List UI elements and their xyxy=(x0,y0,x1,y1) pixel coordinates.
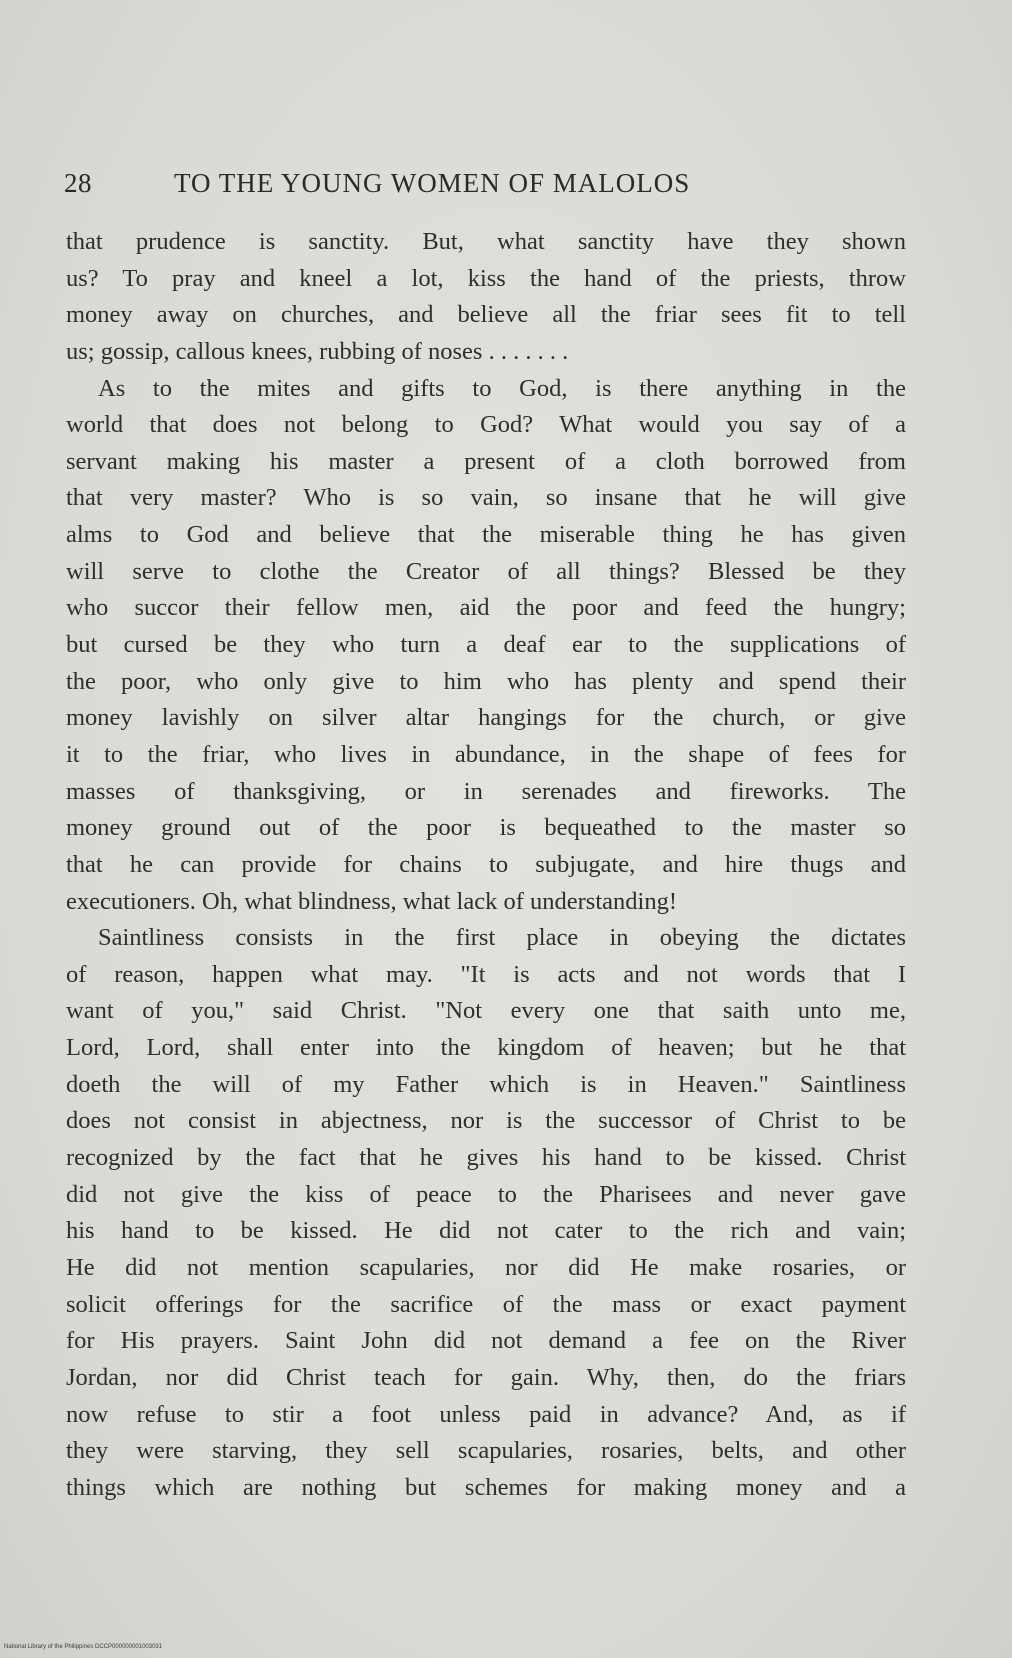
text-line: money lavishly on silver altar hangings for the church, or give xyxy=(66,704,906,732)
text-line: does not consist in abjectness, nor is the successor of Christ to be xyxy=(66,1107,906,1135)
text-line: executioners. Oh, what blindness, what lack of understanding! xyxy=(66,887,677,915)
text-line: his hand to be kissed. He did not cater to the rich and vain; xyxy=(66,1217,906,1245)
scan-credit-footer: National Library of the Philippines DCCP000000001003031 xyxy=(4,1644,163,1650)
page-number: 28 xyxy=(64,168,92,198)
text-line: masses of thanksgiving, or in serenades and fireworks. The xyxy=(66,777,906,805)
text-line: that he can provide for chains to subjugate, and hire thugs and xyxy=(66,850,906,878)
text-line: did not give the kiss of peace to the Pharisees and never gave xyxy=(66,1180,906,1208)
text-line: of reason, happen what may. "It is acts and not words that I xyxy=(66,960,906,988)
text-line: As to the mites and gifts to God, is there anything in the xyxy=(98,374,906,402)
text-line: for His prayers. Saint John did not demand a fee on the River xyxy=(66,1327,906,1355)
text-line: want of you," said Christ. "Not every one that saith unto me, xyxy=(66,997,906,1025)
text-line: things which are nothing but schemes for making money and a xyxy=(66,1473,906,1501)
text-line: Jordan, nor did Christ teach for gain. Why, then, do the friars xyxy=(66,1363,906,1391)
text-line: money away on churches, and believe all the friar sees fit to tell xyxy=(66,301,906,329)
text-line: it to the friar, who lives in abundance, in the shape of fees for xyxy=(66,740,906,768)
running-title: TO THE YOUNG WOMEN OF MALOLOS xyxy=(174,168,691,198)
text-line: us? To pray and kneel a lot, kiss the hand of the priests, throw xyxy=(66,264,906,292)
text-line: doeth the will of my Father which is in Heaven." Saintliness xyxy=(66,1070,906,1098)
text-line: money ground out of the poor is bequeathed to the master so xyxy=(66,814,906,842)
text-line: that very master? Who is so vain, so insane that he will give xyxy=(66,484,906,512)
running-head xyxy=(64,168,944,204)
text-line: world that does not belong to God? What would you say of a xyxy=(66,411,906,439)
text-line: that prudence is sanctity. But, what sanctity have they shown xyxy=(66,228,906,255)
text-line: solicit offerings for the sacrifice of the mass or exact payment xyxy=(66,1290,906,1318)
text-line: alms to God and believe that the miserable thing he has given xyxy=(66,521,906,549)
text-line: Saintliness consists in the first place in obeying the dictates xyxy=(98,924,906,952)
text-line: Lord, Lord, shall enter into the kingdom of heaven; but he that xyxy=(66,1034,906,1062)
text-line: servant making his master a present of a cloth borrowed from xyxy=(66,447,906,475)
text-line: now refuse to stir a foot unless paid in advance? And, as if xyxy=(66,1400,906,1428)
text-line: will serve to clothe the Creator of all things? Blessed be they xyxy=(66,557,906,585)
body-text xyxy=(66,224,906,1506)
text-line: He did not mention scapularies, nor did He make rosaries, or xyxy=(66,1253,906,1281)
text-line: recognized by the fact that he gives his hand to be kissed. Christ xyxy=(66,1144,906,1172)
text-line: us; gossip, callous knees, rubbing of noses . . . . . . . xyxy=(66,337,569,365)
text-line: the poor, who only give to him who has plenty and spend their xyxy=(66,667,906,695)
text-line: who succor their fellow men, aid the poor and feed the hungry; xyxy=(66,594,906,622)
text-line: but cursed be they who turn a deaf ear to the supplications of xyxy=(66,631,906,659)
text-line: they were starving, they sell scapularies, rosaries, belts, and other xyxy=(66,1437,906,1465)
